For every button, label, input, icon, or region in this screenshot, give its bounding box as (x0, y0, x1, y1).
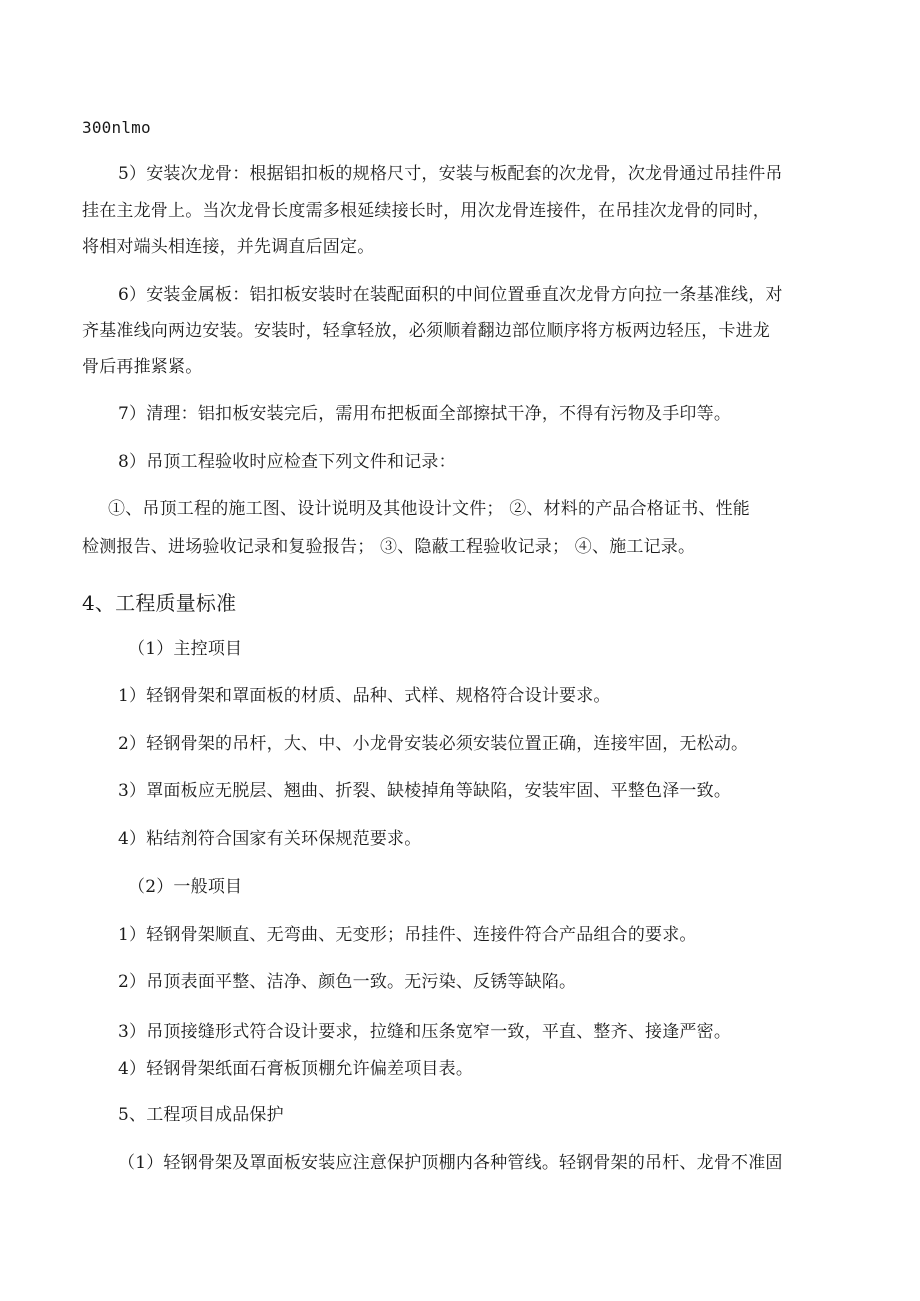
paragraph-general-item-4: 4）轻钢骨架纸面石膏板顶棚允许偏差项目表。 (118, 1059, 474, 1079)
paragraph-step-6-line-1: 6）安装金属板：铝扣板安装时在装配面积的中间位置垂直次龙骨方向拉一条基准线，对 (118, 285, 783, 305)
paragraph-step-5-line-3: 将相对端头相连接，并先调直后固定。 (82, 237, 375, 257)
paragraph-general-item-2: 2）吊顶表面平整、洁净、颜色一致。无污染、反锈等缺陷。 (118, 972, 577, 992)
paragraph-records-line-2: 检测报告、进场验收记录和复验报告； ③、隐蔽工程验收记录； ④、施工记录。 (82, 537, 696, 557)
subheading-general-items: （2）一般项目 (128, 877, 243, 897)
paragraph-main-item-2: 2）轻钢骨架的吊杆，大、中、小龙骨安装必须安装位置正确，连接牢固，无松动。 (118, 734, 749, 754)
paragraph-step-5-line-1: 5）安装次龙骨：根据铝扣板的规格尺寸，安装与板配套的次龙骨，次龙骨通过吊挂件吊 (118, 164, 783, 184)
paragraph-step-6-line-3: 骨后再推紧紧。 (82, 357, 203, 377)
paragraph-step-8: 8）吊顶工程验收时应检查下列文件和记录： (118, 452, 456, 472)
paragraph-step-6-line-2: 齐基准线向两边安装。安装时，轻拿轻放，必须顺着翻边部位顺序将方板两边轻压，卡进龙 (82, 321, 770, 341)
section-heading-quality-standard: 4、工程质量标准 (82, 591, 237, 615)
text-line-fragment: 300nlmo (82, 118, 151, 137)
paragraph-main-item-1: 1）轻钢骨架和罩面板的材质、品种、式样、规格符合设计要求。 (118, 686, 611, 706)
paragraph-records-line-1: ①、吊顶工程的施工图、设计说明及其他设计文件； ②、材料的产品合格证书、性能 (108, 499, 751, 519)
section-heading-product-protection: 5、工程项目成品保护 (118, 1105, 284, 1125)
subheading-main-control-items: （1）主控项目 (128, 639, 243, 659)
paragraph-step-7: 7）清理：铝扣板安装完后，需用布把板面全部擦拭干净，不得有污物及手印等。 (118, 404, 732, 424)
paragraph-main-item-4: 4）粘结剂符合国家有关环保规范要求。 (118, 829, 422, 849)
paragraph-general-item-3: 3）吊顶接缝形式符合设计要求，拉缝和压条宽窄一致，平直、整齐、接逢严密。 (118, 1022, 732, 1042)
paragraph-main-item-3: 3）罩面板应无脱层、翘曲、折裂、缺棱掉角等缺陷，安装牢固、平整色泽一致。 (118, 781, 732, 801)
paragraph-protection-item-1: （1）轻钢骨架及罩面板安装应注意保护顶棚内各种管线。轻钢骨架的吊杆、龙骨不准固 (118, 1153, 783, 1173)
paragraph-step-5-line-2: 挂在主龙骨上。当次龙骨长度需多根延续接长时，用次龙骨连接件，在吊挂次龙骨的同时， (82, 201, 770, 221)
paragraph-general-item-1: 1）轻钢骨架顺直、无弯曲、无变形；吊挂件、连接件符合产品组合的要求。 (118, 925, 697, 945)
